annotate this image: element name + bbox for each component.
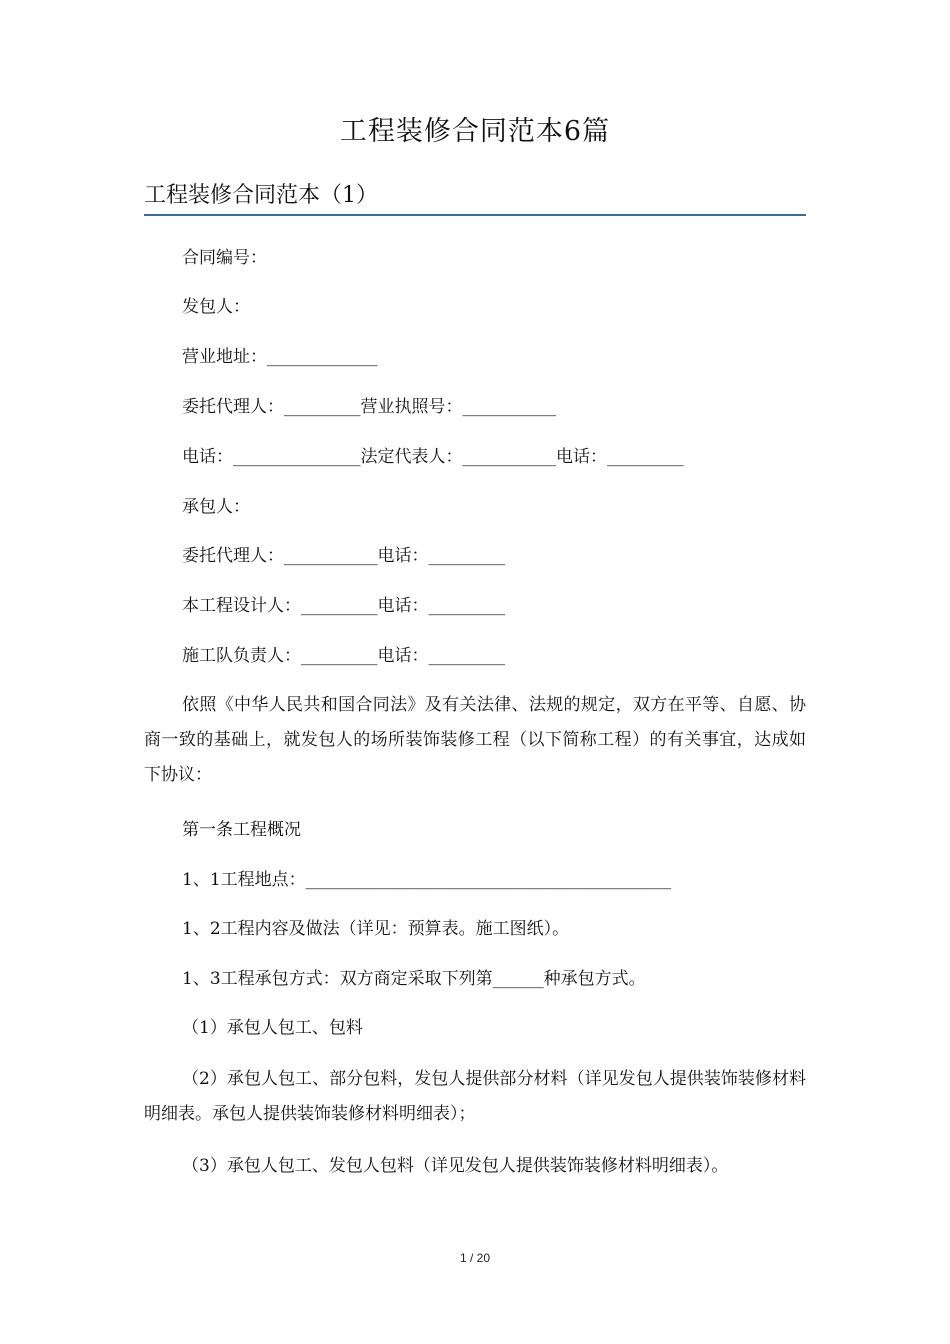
employer-line: 发包人： [182, 297, 250, 317]
item-1-2-line: 1、2工程内容及做法（详见：预算表。施工图纸）。 [182, 919, 570, 939]
page-number: 1 / 20 [459, 1251, 491, 1265]
document-title: 工程装修合同范本6篇 [339, 116, 611, 147]
section-heading: 工程装修合同范本（1） [144, 180, 806, 216]
option-2-paragraph: （2）承包人包工、部分包料，发包人提供部分材料（详见发包人提供装饰装修材料明细表。承包人提供装饰装修材料明细表）； [144, 1069, 806, 1124]
employer-agent-line: 委托代理人：_________营业执照号：___________ [182, 397, 556, 417]
preamble-paragraph: 依照《中华人民共和国合同法》及有关法律、法规的规定，双方在平等、自愿、协商一致的基础上，就发包人的场所装饰装修工程（以下简称工程）的有关事宜，达成如下协议： [144, 695, 806, 785]
article-1-heading: 第一条工程概况 [182, 820, 301, 840]
contract-number-line: 合同编号： [182, 248, 267, 268]
designer-line: 本工程设计人：_________电话：_________ [182, 596, 505, 616]
team-leader-line: 施工队负责人：_________电话：_________ [182, 646, 505, 666]
business-address-line: 营业地址：_____________ [182, 347, 378, 367]
option-3-line: （3）承包人包工、发包人包料（详见发包人提供装饰装修材料明细表）。 [182, 1156, 729, 1176]
option-1-line: （1）承包人包工、包料 [182, 1018, 363, 1038]
contractor-line: 承包人： [182, 497, 250, 517]
employer-phone-line: 电话：_______________法定代表人：___________电话：_________ [182, 447, 684, 467]
item-1-3-line: 1、3工程承包方式：双方商定采取下列第______种承包方式。 [182, 969, 646, 989]
item-1-1-line: 1、1工程地点：___________________________________________ [182, 870, 672, 890]
contractor-agent-line: 委托代理人：___________电话：_________ [182, 546, 505, 566]
